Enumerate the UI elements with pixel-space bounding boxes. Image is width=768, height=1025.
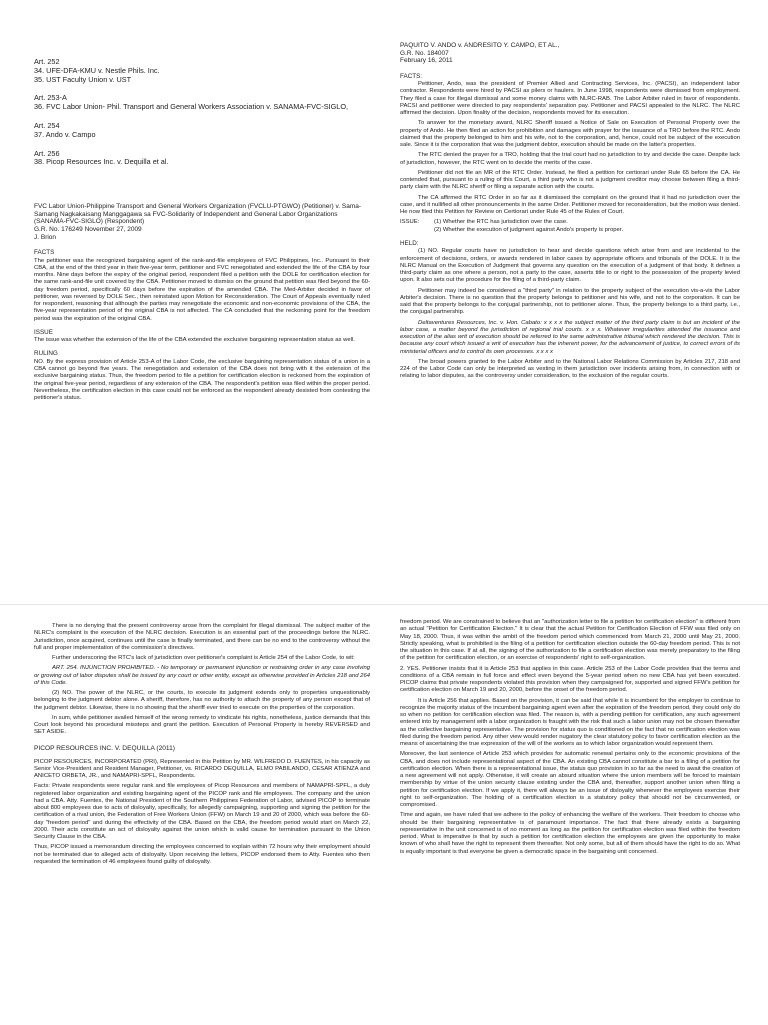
fvc-case-heading	[34, 203, 370, 241]
ando-closing: The broad powers granted to the Labor Arbiter and to the National Labor Relations Commission by Articles 217, 218 and 224 of the Labor Code can only be interpreted as vesting in them jurisdiction over incidents arising from, in connection with or relating to labor disputes, as the controversy under consideration, to the exclusion of the regular courts.	[400, 358, 740, 380]
ruling-paragraph: freedom period. We are constrained to believe that an "authorization letter to file a petition for certification election" is different from an actual "Petition for Certification Election." It is clear that the actual Petition for Certification Election of FFW was filed only on May 18, 2000. Thus, it was within the ambit of the freedom period which commenced from March 21, 2000 until May 21, 2000. Strictly speaking, what is prohibited is the filing of a petition for certification election outside the 60-day freedom period. This is not the situation in this case. If at all, the signing of the authorization to file a certification election was merely preparatory to the filing of the petition for certification election, or an exercise of respondents' right to self-organization.	[400, 619, 740, 662]
continuation-paragraph: (2) NO. The power of the NLRC, or the courts, to execute its judgment extends only to properties unquestionably belonging to the judgment debtor alone. A sheriff, therefore, has no authority to attach the property of any person except that of the judgment debtor. Likewise, there is no showing that the sheriff ever tried to execute on the properties of the corporation.	[34, 690, 370, 711]
ando-case-date: February 16, 2011	[400, 57, 453, 65]
ando-issues	[400, 219, 740, 234]
ruling-paragraph: Time and again, we have ruled that we adhere to the policy of enhancing the welfare of the workers. Their freedom to choose who should be their bargaining representative is of paramount importance. The fact that there already exists a bargaining representative in the unit concerned is of no moment as long as the petition for certification election was filed within the freedom period. What is imperative is that by such a petition for certification election the employees are given the opportunity to make known of who shall have the right to represent them thereafter. Not only some, but all of them should have the right to do so. What is equally important is that everyone be given a democratic space in the bargaining unit concerned.	[400, 812, 740, 855]
fvc-issue-label: ISSUE	[34, 328, 53, 336]
toc-case: 36. FVC Labor Union- Phil. Transport and General Workers Association v. SANAMA-FVC-SIGLO,	[34, 102, 349, 112]
ando-facts-paragraph: The CA affirmed the RTC Order in so far as it dismissed the complaint on the ground that it had no jurisdiction over the case, and it nullified all other pronouncements in the same Order. Petitioner moved for reconsideration, but the motion was denied. He now filed this Petition for Review on Certiorari under Rule 45 of the Rules of Court.	[400, 194, 740, 216]
toc-case: 38. Picop Resources Inc. v. Dequilla et al.	[34, 157, 169, 167]
left-column	[34, 623, 370, 1019]
ando-held-paragraph: Petitioner may indeed be considered a "third party" in relation to the property subject of the execution vis-a-vis the Labor Arbiter's decision. There is no question that the property belongs to petitioner and his wife, and not to the corporation. It can be said that the property belongs to the conjugal partnership, not to petitioner alone. Thus, the property belongs to a third party, i.e., the conjugal partnership.	[400, 287, 740, 316]
ando-issue-item: (2) Whether the execution of judgment against Ando's property is proper.	[434, 226, 624, 233]
ando-held-paragraph: (1) NO. Regular courts have no jurisdiction to hear and decide questions which arise from and are incidental to the enforcement of decisions, orders, or awards rendered in labor cases by appropriate officers and tribunals of the DOLE. It is the NLRC Manual on the Execution of Judgment that governs any question on the execution of a judgment of that body. It defines a third-party claim as one where a person, not a party to the case, asserts title to or right to the possession of the property levied upon. It also sets out the procedure for the filing of a third-party claim.	[400, 248, 740, 284]
toc-case: 37. Ando v. Campo	[34, 129, 96, 139]
toc-article: Art. 253-A	[34, 93, 67, 103]
right-column	[400, 619, 740, 1021]
ando-case-title: PAQUITO V. ANDO v. ANDRESITO Y. CAMPO, ET AL.,	[400, 42, 560, 49]
picop-facts-continued: Thus, PICOP issued a memorandum directing the employees concerned to explain within 72 hours why their employment should not be terminated due to alleged acts of disloyalty. Upon receiving the letters, PICOP endorsed them to Atty. Fuentes who then requested the termination of 46 employees found guilty of disloyalty.	[34, 844, 370, 865]
fvc-case-ponente: J. Brion	[34, 233, 57, 241]
fvc-issue: The issue was whether the extension of the life of the CBA extended the exclusive bargaining representation status as well.	[34, 337, 355, 344]
right-column	[400, 42, 740, 598]
left-column	[34, 58, 370, 598]
page-lower	[0, 604, 768, 1025]
toc-group	[34, 58, 370, 84]
fvc-case-number: G.R. No. 176249 November 27, 2009	[34, 225, 142, 233]
fvc-ruling-label: RULING	[34, 350, 58, 358]
ruling-paragraph: 2. YES. Petitioner insists that it is Article 253 that applies in this case. Article 253 of the Labor Code provides that the terms and conditions of a CBA remain in full force and effect even beyond the 5-year period when no new CBA has yet been executed. PICOP claims that private respondents violated this provision when they campaigned for, supported and signed FFW's petition for certification election on March 19 and 20, 2000, before the onset of the freedom period.	[400, 665, 740, 694]
fvc-ruling: NO. By the express provision of Article 253-A of the Labor Code, the exclusive bargaining representation status of a union in a CBA cannot go beyond five years. The renegotiation and extension of the CBA does not bring with it the extension of the exclusive bargaining status. Thus, the freedom period to file a petition for certification election is reckoned from the expiration of the original five-year period, regardless of any extension of the CBA. The respondent's petition was filed within the proper period. Nevertheless, the certification election in this case could not be enforced as the respondent already desisted from contesting the petitioner's status.	[34, 358, 370, 402]
ando-quote: Deltaventures Resources, Inc. v. Hon. Cabato: x x x x the subject matter of the third party claim is but an incident of the labor case, a matter beyond the jurisdiction of regional trial courts. x x x. Whatever irregularities attended the issuance and execution of the alias writ of execution should be referred to the same administrative tribunal which rendered the decision. This is because any court which issued a writ of execution has the inherent power, for the advancement of justice, to correct errors of its ministerial officers and to control its own processes. x x x x	[400, 319, 740, 355]
ando-facts-paragraph: Petitioner did not file an MR of the RTC Order. Instead, he filed a petition for certiorari under Rule 65 before the CA. He contended that, pursuant to a ruling of this Court, a third party who is not a judgment creditor may choose between filing a third-party claim with the NLRC sheriff or filing a separate action with the courts.	[400, 169, 740, 191]
toc-case: 35. UST Faculty Union v. UST	[34, 74, 132, 84]
toc-group	[34, 94, 370, 112]
article-254-quote: ART. 254. INJUNCTION PROHIBITED. - No temporary or permanent injunction or restraining order in any case involving or growing out of labor disputes shall be issued by any court or other entity, except as otherwise provided in Articles 218 and 264 of this Code.	[34, 665, 370, 686]
toc-article: Art. 254	[34, 120, 60, 130]
continuation-paragraph: In sum, while petitioner availed himself of the wrong remedy to vindicate his rights, nonetheless, justice demands that this Court look beyond his procedural missteps and grant the petition. Execution of Personal Property is hereby REVERSED and SET ASIDE.	[34, 714, 370, 736]
toc-group	[34, 122, 370, 140]
toc-case: 34. UFE-DFA-KMU v. Nestle Phils. Inc.	[34, 65, 160, 75]
continuation-paragraph: Further underscoring the RTC's lack of jurisdiction over petitioner's complaint is Article 254 of the Labor Code, to wit:	[52, 655, 355, 661]
picop-parties: PICOP RESOURCES, INCORPORATED (PRI), Represented in this Petition by MR. WILFREDO D. FUENTES, in his capacity as Senior Vice-President and Resident Manager, Petitioner, vs. RICARDO DEQUILLA, ELMO PABILANDO, CESAR ATIENZA and ANICETO ORBETA, JR., and NAMAPRI-SPFL, Respondents.	[34, 758, 370, 779]
fvc-case-title: FVC Labor Union-Philippine Transport and General Workers Organization (FVCLU-PTGWO) (Petitioner) v. Sama-Samang Nagkakaisang Manggagawa sa FVC-Solidarity of Independent and General Labor Organizations (SANAMA-FVC-SIGLO) (Respondent)	[34, 203, 362, 226]
toc-article: Art. 256	[34, 148, 60, 158]
picop-case-title: PICOP RESOURCES INC. V. DEQUILLA (2011)	[34, 744, 175, 752]
ruling-paragraph: It is Article 256 that applies. Based on the provision, it can be said that while it is incumbent for the employer to continue to recognize the majority status of the incumbent bargaining agent even after the expiration of the freedom period, they could only do so when no petition for certification election was filed. The reason is, with a pending petition for certification, any such agreement entered into by management with a labor organization is fraught with the risk that such a labor union may not be chosen thereafter as the collective bargaining representative. The provision for status quo is conditioned on the fact that no certification election was filed during the freedom period. Any other view would render nugatory the clear statutory policy to favor certification election as the means of ascertaining the true expression of the will of the workers as to which labor organization would represent them.	[400, 697, 740, 747]
ando-facts-paragraph: The RTC denied the prayer for a TRO, holding that the trial court had no jurisdiction to try and decide the case. Despite lack of jurisdiction, however, the RTC went on to decide the merits of the case.	[400, 152, 740, 166]
toc-group	[34, 150, 370, 168]
toc-article: Art. 252	[34, 58, 60, 66]
ando-facts-paragraph: To answer for the monetary award, NLRC Sheriff issued a Notice of Sale on Execution of Personal Property over the property of Ando. He then filed an action for prohibition and damages with prayer for the issuance of a TRO before the RTC. Ando claimed that the property belonged to him and his wife, not to the corporation, and, hence, could not be subject of the execution sale. Since it is the corporation that was the judgment debtor, execution should be made on the latter's properties.	[400, 120, 740, 149]
fvc-facts-label: FACTS	[34, 249, 55, 257]
ando-facts-label: FACTS:	[400, 72, 423, 80]
ando-case-heading	[400, 42, 740, 65]
ando-issue-label: ISSUE:	[400, 219, 420, 226]
ando-facts-paragraph: Petitioner, Ando, was the president of Premier Allied and Contracting Services, Inc. (PACSI), an independent labor contractor. Respondents were hired by PACSI as pilers or haulers. In June 1998, respondents were dismissed from employment. They filed a case for illegal dismissal and some money claims with NLRC-RAB. The Labor Arbiter ruled in favor of respondents. PACSI and petitioner were directed to pay respondents' separation pay. Petitioner and PACSI appealed to the NLRC. The NLRC affirmed the decision. Upon finality of the decision, respondents moved for its execution.	[400, 81, 740, 117]
fvc-facts: The petitioner was the recognized bargaining agent of the rank-and-file employees of FVC Philippines, Inc.. Pursuant to their CBA, at the end of the third year in their five-year term, petitioner and FVC renegotiated and extended the life of the CBA by four months. Nine days before the expiry of the original period, respondent filed a petition with the DOLE for certification election for the same rank-and-file unit covered by the CBA. Petitioner moved to dismiss on the ground that petition was filed beyond the 60-day freedom period, specifically 60 days before the expiration of the amended CBA. The Med-Arbiter decided in favor of petitioner, was reversed by DOLE Sec., then reinstated upon Motion for Reconsideration. The Court of Appeals eventually ruled for respondent, reasoning that although the parties may renegotiate the economic and non-economic provisions of the CBA, the five-year representation period of the original CBA is not affected. The CA concluded that the reckoning point for the freedom period was the expiration of the original CBA.	[34, 257, 370, 322]
continuation-paragraph: There is no denying that the present controversy arose from the complaint for illegal dismissal. The subject matter of the NLRC's complaint is the execution of the NLRC decision. Execution is an essential part of the proceedings before the NLRC. Jurisdiction, once acquired, continues until the case is finally terminated, and there can be no end to the controversy without the full and proper implementation of the commission's directives.	[34, 623, 370, 651]
table-of-contents	[34, 58, 370, 167]
ando-held-label: HELD:	[400, 239, 419, 247]
picop-facts: Facts: Private respondents were regular rank and file employees of Picop Resources and members of NAMAPRI-SPFL, a duly registered labor organization and existing bargaining agent of the PICOP rank and file employees. The company and the union had a CBA. Atty. Fuentes, the National President of the Southern Philippines Federation of Labor, advised PICOP to terminate about 800 employees due to acts of disloyalty, specifically, for allegedly campaigning, supporting and signing the petition for the certification of a rival union, the Federation of Free Workers Union (FFW) on March 19 and 20 of 2000, which was before the 60-day "freedom period" and during the effectivity of the CBA. Based on the CBA, the freedom period would start on March 22, 2000. Their acts constitute an act of disloyalty against the union which is valid cause for termination pursuant to the Union Security Clause in the CBA.	[34, 783, 370, 840]
ando-case-number: G.R. No. 184007	[400, 49, 449, 57]
ando-issue-item: (1) Whether the RTC has jurisdiction over the case.	[434, 219, 568, 226]
ruling-paragraph: Moreover, the last sentence of Article 253 which provides for automatic renewal pertains only to the economic provisions of the CBA, and does not include representational aspect of the CBA. An existing CBA cannot constitute a bar to a filing of a petition for certification election. When there is a representational issue, the status quo provision in so far as the need to await the creation of a new agreement will not apply. Otherwise, it will create an absurd situation where the union members will be forced to maintain membership by virtue of the union security clause existing under the CBA and, thereafter, support another union when filing a petition for certification election. If we apply it, there will always be an issue of disloyalty whenever the employees exercise their right to self-organization. The holding of a certification election is a statutory policy that should not be circumvented, or compromised.	[400, 751, 740, 808]
